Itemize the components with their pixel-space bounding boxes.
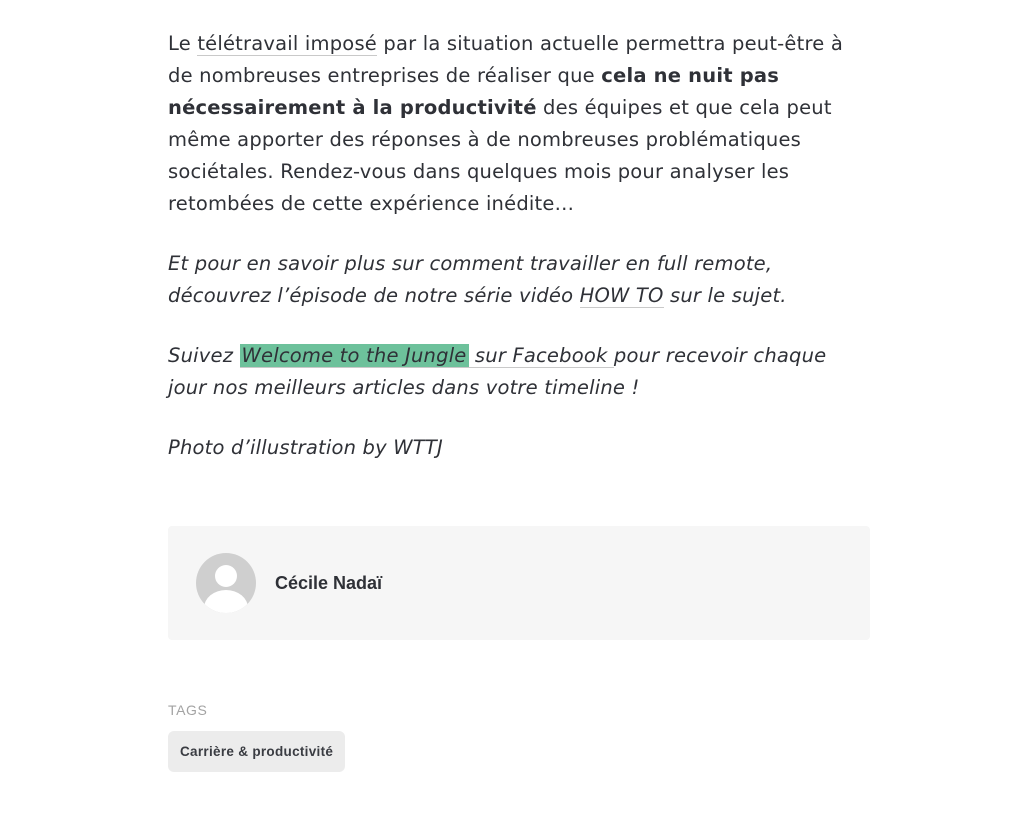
paragraph1-bold: cela ne nuit pas nécessairement à la productivité xyxy=(168,64,780,119)
default-user-avatar-icon[interactable] xyxy=(196,553,256,613)
paragraph3-suffix: pour recevoir chaque jour nos meilleurs articles dans votre timeline ! xyxy=(168,344,827,399)
paragraph1-middle: par la situation actuelle permettra peut-être à de nombreuses entreprises de réaliser que xyxy=(168,32,843,87)
avatar-body-shape xyxy=(204,590,248,613)
author-card xyxy=(168,526,870,640)
paragraph3-prefix: Suivez xyxy=(168,344,240,367)
author-name[interactable]: Cécile Nadaï xyxy=(275,573,383,593)
facebook-link[interactable]: sur Facebook xyxy=(468,344,614,367)
paragraph-facebook xyxy=(168,340,858,404)
how-to-link[interactable]: HOW TO xyxy=(579,284,664,307)
paragraph1-prefix: Le xyxy=(168,32,198,55)
avatar-head-shape xyxy=(215,565,237,587)
paragraph1-suffix: des équipes et que cela peut même apporter des réponses à de nombreuses problématiques sociétales. Rendez-vous dans quelques mois pour analyser les retombées de cette expérience inédite… xyxy=(168,96,832,215)
teletravail-link[interactable]: télétravail imposé xyxy=(197,32,377,55)
paragraph2-suffix: sur le sujet. xyxy=(663,284,787,307)
tags-label: TAGS xyxy=(168,702,208,718)
welcome-to-the-jungle-link[interactable]: Welcome to the Jungle xyxy=(241,344,467,367)
paragraph2-prefix: Et pour en savoir plus sur comment travailler en full remote, découvrez l’épisode de notre série vidéo xyxy=(168,252,773,307)
paragraph-how-to xyxy=(168,248,858,312)
tag-carriere-productivite[interactable]: Carrière & productivité xyxy=(168,731,345,772)
article-body xyxy=(168,28,858,492)
paragraph-remote-work xyxy=(168,28,858,220)
photo-credit: Photo d’illustration by WTTJ xyxy=(168,436,443,459)
